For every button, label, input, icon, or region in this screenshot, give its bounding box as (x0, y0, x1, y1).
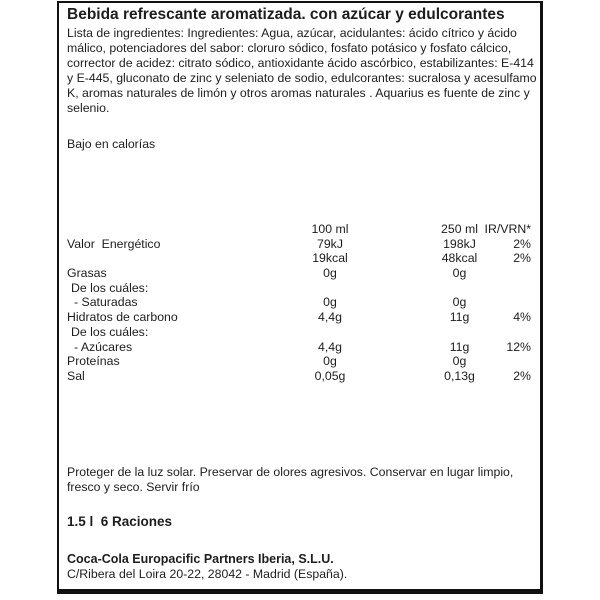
nutrient-value-250ml: 198kJ (443, 236, 476, 251)
nutrient-value-250ml: 11g (449, 310, 470, 325)
nutrition-column-header: 250 ml (441, 222, 478, 236)
nutrition-table (67, 222, 531, 384)
storage-instructions: Proteger de la luz solar. Preservar de olores agresivos. Conservar en lugar limpio, fresco y seco. Servir frío (67, 465, 514, 494)
nutrition-column-header: 100 ml (311, 222, 349, 236)
nutrient-value-100ml: 19kcal (312, 251, 348, 266)
nutrient-value-100ml: 0g (323, 266, 337, 281)
nutrient-value-irvrn: 2% (513, 368, 531, 383)
nutrient-value-irvrn: 2% (513, 251, 531, 266)
table-row (67, 295, 531, 310)
nutrient-label: De los cuáles: (71, 324, 149, 339)
product-title: Bebida refrescante aromatizada. con azúcar y edulcorantes (67, 6, 505, 23)
nutrient-value-100ml: 0,05g (314, 368, 346, 383)
nutrient-value-100ml: 79kJ (317, 236, 343, 251)
nutrition-column-header: IR/VRN* (484, 222, 531, 236)
nutrient-label: Valor Energético (67, 236, 161, 251)
nutrient-value-irvrn: 4% (513, 310, 531, 325)
table-row (67, 237, 531, 252)
nutrient-value-250ml: 0g (452, 295, 467, 310)
table-row (67, 310, 531, 325)
nutrient-label: Grasas (67, 266, 107, 281)
nutrient-value-100ml: 4,4g (318, 310, 342, 325)
low-calorie-claim: Bajo en calorías (67, 137, 156, 151)
table-row (67, 266, 531, 281)
label-border-box (57, 1, 543, 594)
nutrient-value-100ml: 0g (323, 295, 337, 310)
nutrient-label: Sal (67, 368, 85, 383)
nutrient-label: De los cuáles: (71, 280, 149, 295)
nutrient-label: Proteínas (67, 354, 120, 369)
volume-servings: 1.5 l 6 Raciones (67, 514, 173, 529)
table-row (67, 325, 531, 340)
nutrient-value-100ml: 4,4g (318, 339, 342, 354)
nutrient-value-250ml: 11g (449, 339, 470, 354)
nutrient-value-250ml: 48kcal (441, 251, 478, 266)
company-name: Coca-Cola Europacific Partners Iberia, S.L.U. (67, 552, 334, 566)
nutrient-value-250ml: 0,13g (444, 368, 475, 383)
nutrient-label: Hidratos de carbono (67, 310, 178, 325)
nutrition-header-row (67, 222, 531, 237)
nutrient-value-irvrn: 12% (506, 339, 531, 354)
table-row (67, 369, 531, 384)
nutrient-value-irvrn: 2% (513, 236, 531, 251)
nutrient-value-250ml: 0g (452, 354, 467, 369)
company-address: C/Ribera del Loira 20-22, 28042 - Madrid (España). (67, 567, 348, 581)
table-row (67, 354, 531, 369)
nutrient-value-100ml: 0g (323, 354, 337, 369)
ingredients-list: Lista de ingredientes: Ingredientes: Agua, azúcar, acidulantes: ácido cítrico y ácido málico, potenciadores del sabor: cloruro sódico, fosfato potásico y fosfato cálcico, corrector de acidez: citrato sódico, antioxidante ácido ascórbico, estabilizantes: E-414 y E-445, gluconato de zinc y seleniato de sodio, edulcorantes: sucralosa y acesulfamo K, aromas naturales de limón y otros aromas naturales . Aquarius es fuente de zinc y selenio. (67, 26, 537, 115)
nutrient-label: - Azúcares (74, 339, 133, 354)
nutrient-value-250ml: 0g (452, 266, 467, 281)
nutrient-label: - Saturadas (74, 295, 138, 310)
table-row (67, 251, 531, 266)
table-row (67, 340, 531, 355)
table-row (67, 281, 531, 296)
